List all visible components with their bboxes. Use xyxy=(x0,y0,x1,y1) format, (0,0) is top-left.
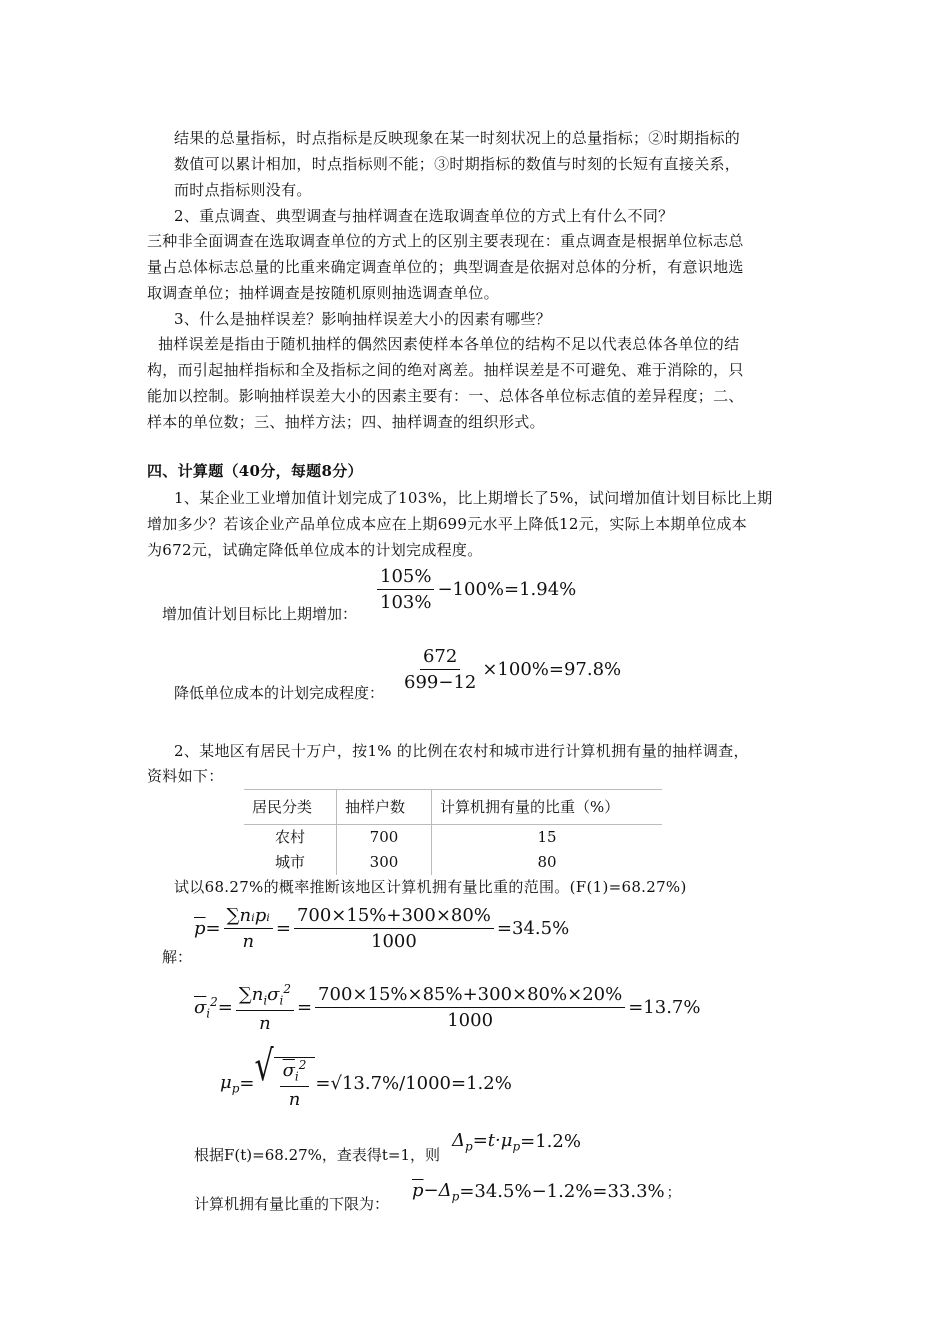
table-row xyxy=(244,825,662,851)
formula-2: $\frac{672}{699-12}$ ×100%=97.8% xyxy=(398,646,621,693)
answer-line: 抽样误差是指由于随机抽样的偶然因素使样本各单位的结构不足以代表总体各单位的结 xyxy=(158,335,740,353)
step-text: 计算机拥有量比重的下限为： xyxy=(194,1195,390,1213)
formula-1: $\frac{105\%}{103\%}$ −100%=1.94% xyxy=(374,566,576,613)
table-cell: 300 xyxy=(337,850,432,875)
table-header-cell: 计算机拥有量的比重（%） xyxy=(432,790,663,825)
problem-2-line: 资料如下： xyxy=(147,767,224,785)
fraction: $\frac{\text{∑nᵢpᵢ}}{n}$ xyxy=(224,905,273,952)
step-text: 根据F(t)=68.27%，查表得t=1，则 xyxy=(194,1146,441,1164)
section-heading: 四、计算题（40分，每题8分） xyxy=(147,462,363,480)
question-3: 3、什么是抽样误差？影响抽样误差大小的因素有哪些？ xyxy=(174,310,552,328)
table-header-cell: 居民分类 xyxy=(244,790,337,825)
table-header-cell: 抽样户数 xyxy=(337,790,432,825)
equation-variance: $\overline{\sigma}_i^2$ = $\frac{\sum n_i\sigma_i^2}{n}$ = $\frac{700\times 15\%\times 85\%+300\times 80\%\times 20\%}{1000}$ =13.7% xyxy=(194,982,701,1034)
table-cell: 80 xyxy=(537,853,557,871)
answer-line: 取调查单位；抽样调查是按随机原则抽选调查单位。 xyxy=(147,284,499,302)
answer-line: 构，而引起抽样指标和全及指标之间的绝对离差。抽样误差是不可避免、难于消除的，只 xyxy=(147,361,744,379)
equation-lower-bound: $\overline{p}-\Delta_p$ =34.5%−1.2%=33.3% ； xyxy=(412,1180,681,1204)
problem-1-line: 为672元，试确定降低单位成本的计划完成程度。 xyxy=(147,541,483,559)
problem-2-line: 2、某地区有居民十万户，按1% 的比例在农村和城市进行计算机拥有量的抽样调查， xyxy=(174,742,749,760)
paragraph-line: 而时点指标则没有。 xyxy=(174,181,312,199)
formula-1-label: 增加值计划目标比上期增加： xyxy=(162,605,358,623)
answer-line: 样本的单位数；三、抽样方法；四、抽样调查的组织形式。 xyxy=(147,413,545,431)
data-table xyxy=(244,789,662,875)
question-2: 2、重点调查、典型调查与抽样调查在选取调查单位的方式上有什么不同？ xyxy=(174,207,674,225)
paragraph-line: 数值可以累计相加，时点指标则不能；③时期指标的数值与时刻的长短有直接关系， xyxy=(174,155,741,173)
equation-limit-error: $\Delta_p=t\cdot\mu_p$ =1.2% xyxy=(452,1130,581,1154)
fraction: $\frac{700\times 15\%+300\times 80\%}{1000}$ xyxy=(294,905,494,952)
answer-line: 量占总体标志总量的比重来确定调查单位的；典型调查是依据对总体的分析，有意识地选 xyxy=(147,258,744,276)
sqrt-symbol: √ $\frac{\sigma_i^2}{n}$ xyxy=(254,1057,315,1110)
equation-mean: $\overline{p}$ = $\frac{\text{∑nᵢpᵢ}}{n}$ = $\frac{700\times 15\%+300\times 80\%}{1000}$ =34.5% xyxy=(194,905,570,952)
answer-line: 三种非全面调查在选取调查单位的方式上的区别主要表现在：重点调查是根据单位标志总 xyxy=(147,232,744,250)
fraction: $\frac{672}{699-12}$ xyxy=(404,646,477,693)
table-cell: 700 xyxy=(337,825,432,851)
fraction: $\frac{\sum n_i\sigma_i^2}{n}$ xyxy=(236,982,294,1034)
answer-line: 能加以控制。影响抽样误差大小的因素主要有：一、总体各单位标志值的差异程度；二、 xyxy=(147,387,744,405)
fraction: $\frac{105\%}{103\%}$ xyxy=(377,566,434,613)
formula-2-label: 降低单位成本的计划完成程度： xyxy=(174,684,385,702)
table-cell: 城市 xyxy=(244,850,337,875)
table-cell: 15 xyxy=(537,828,557,846)
problem-2-line: 试以68.27%的概率推断该地区计算机拥有量比重的范围。(F(1)=68.27%) xyxy=(174,878,687,896)
problem-1-line: 1、某企业工业增加值计划完成了103%，比上期增长了5%，试问增加值计划目标比上期 xyxy=(174,489,773,507)
table-cell: 农村 xyxy=(244,825,337,851)
paragraph-line: 结果的总量指标，时点指标是反映现象在某一时刻状况上的总量指标；②时期指标的 xyxy=(174,129,741,147)
table-row xyxy=(244,850,662,875)
fraction: $\frac{700\times 15\%\times 85\%+300\times 80\%\times 20\%}{1000}$ xyxy=(315,984,625,1031)
equation-std-error: $\mu_p$ = √ $\frac{\sigma_i^2}{n}$ =√13.7%/1000 =1.2% xyxy=(220,1042,512,1110)
table-header-row xyxy=(244,790,662,825)
solution-label: 解： xyxy=(162,948,193,966)
problem-1-line: 增加多少？若该企业产品单位成本应在上期699元水平上降低12元，实际上本期单位成本 xyxy=(147,515,748,533)
